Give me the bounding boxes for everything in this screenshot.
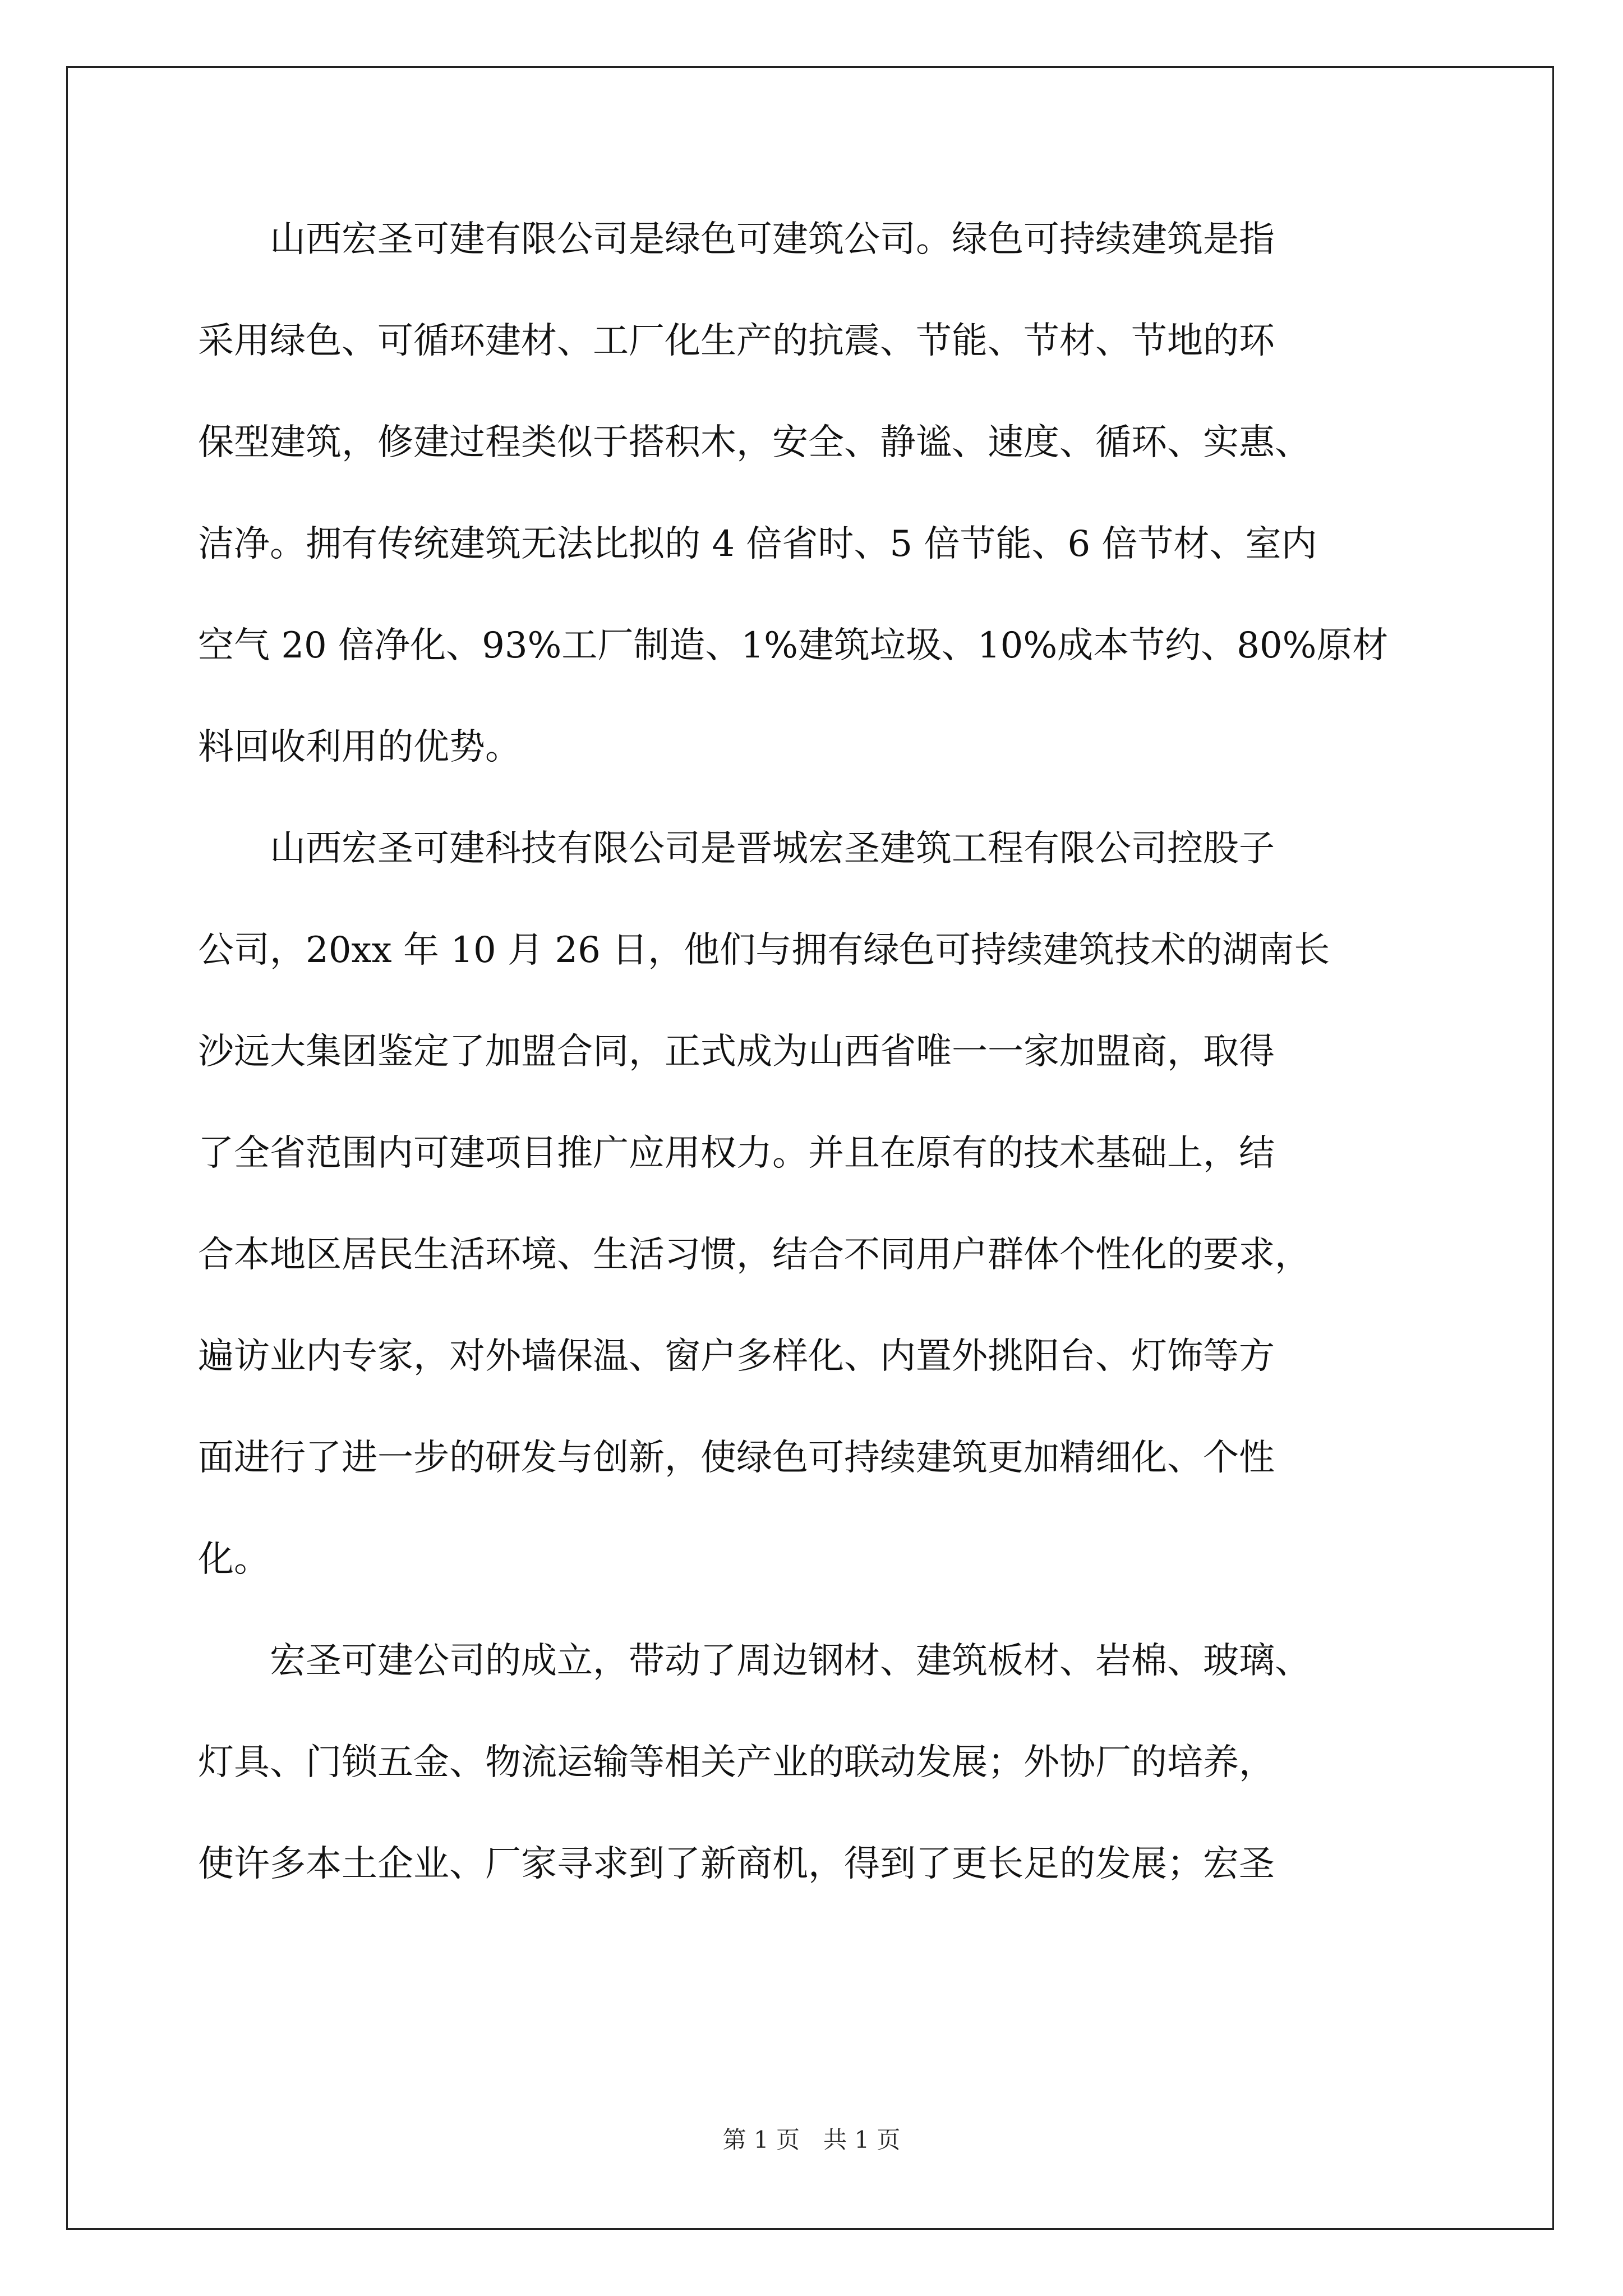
text-line: 洁净。拥有传统建筑无法比拟的 4 倍省时、5 倍节能、6 倍节材、室内 [198,523,1317,565]
text-line: 山西宏圣可建有限公司是绿色可建筑公司。绿色可持续建筑是指 [198,219,1275,260]
text-line: 山西宏圣可建科技有限公司是晋城宏圣建筑工程有限公司控股子 [198,828,1275,869]
document-body [198,214,1440,1940]
text-line: 采用绿色、可循环建材、工厂化生产的抗震、节能、节材、节地的环 [198,320,1275,362]
text-line: 沙远大集团鉴定了加盟合同，正式成为山西省唯一一家加盟商，取得 [198,1031,1275,1073]
text-line: 空气 20 倍净化、93%工厂制造、1%建筑垃圾、10%成本节约、80%原材 [198,625,1389,666]
text-line: 化。 [198,1539,270,1580]
text-line: 使许多本土企业、厂家寻求到了新商机，得到了更长足的发展；宏圣 [198,1843,1275,1885]
text-line: 公司，20xx 年 10 月 26 日，他们与拥有绿色可持续建筑技术的湖南长 [198,930,1330,971]
text-line: 遍访业内专家，对外墙保温、窗户多样化、内置外挑阳台、灯饰等方 [198,1336,1275,1377]
text-line: 灯具、门锁五金、物流运输等相关产业的联动发展；外协厂的培养， [198,1742,1275,1783]
text-line: 料回收利用的优势。 [198,726,521,768]
text-line: 合本地区居民生活环境、生活习惯，结合不同用户群体个性化的要求， [198,1234,1311,1276]
page-footer: 第 1 页 共 1 页 [722,2126,901,2154]
text-line: 面进行了进一步的研发与创新，使绿色可持续建筑更加精细化、个性 [198,1437,1275,1479]
text-line: 了全省范围内可建项目推广应用权力。并且在原有的技术基础上，结 [198,1133,1275,1174]
text-line: 保型建筑，修建过程类似于搭积木，安全、静谧、速度、循环、实惠、 [198,422,1311,463]
text-line: 宏圣可建公司的成立，带动了周边钢材、建筑板材、岩棉、玻璃、 [198,1640,1311,1682]
